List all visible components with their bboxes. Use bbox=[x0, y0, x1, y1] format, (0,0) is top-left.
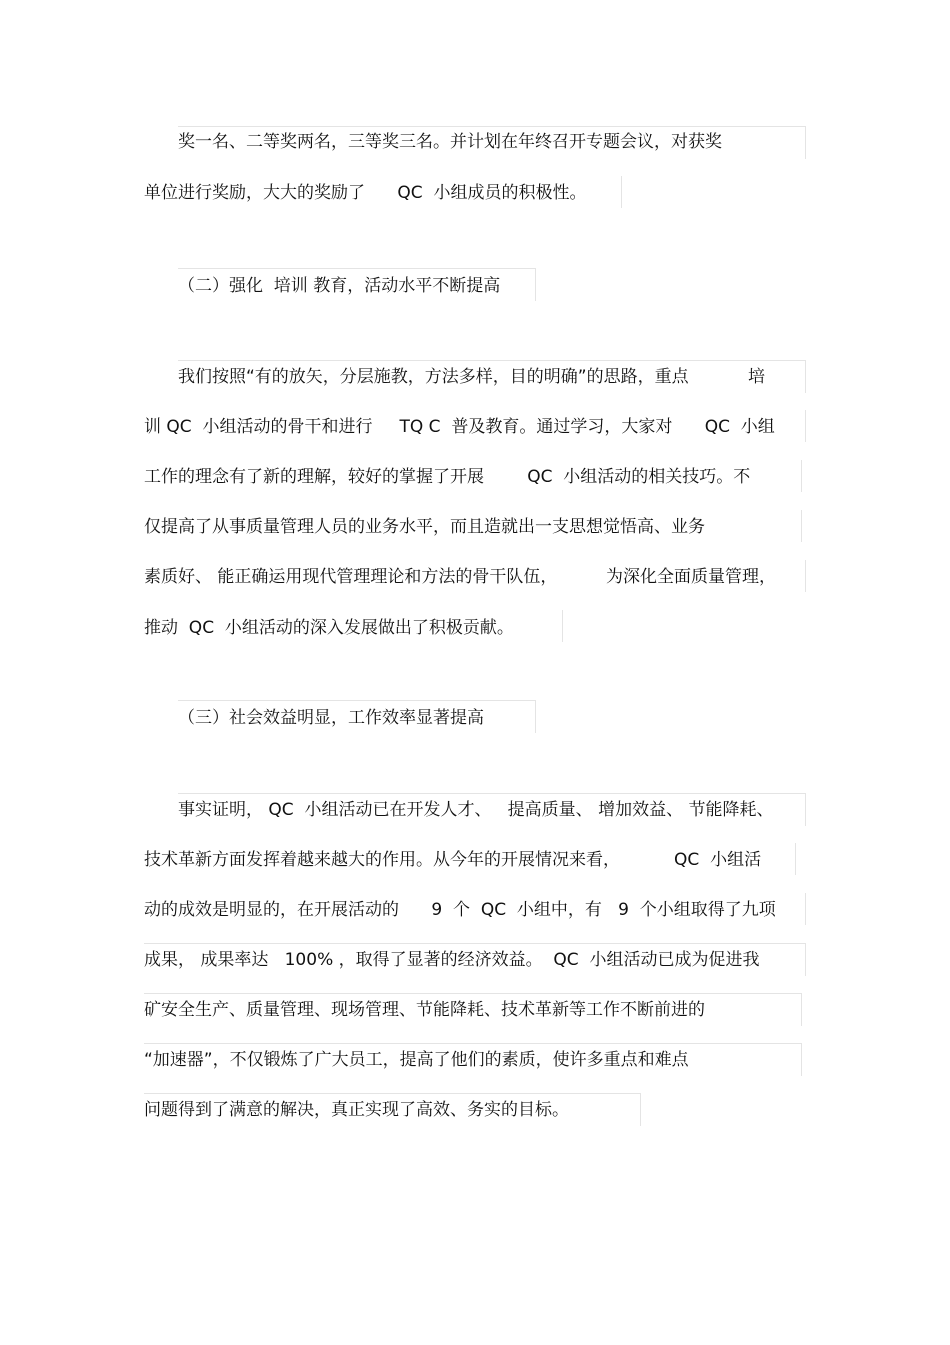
paragraph-line: 矿安全生产、质量管理、现场管理、节能降耗、技术革新等工作不断前进的 bbox=[144, 1000, 705, 1020]
paragraph-line: 推动 QC 小组活动的深入发展做出了积极贡献。 bbox=[144, 618, 514, 638]
paragraph-line: 单位进行奖励，大大的奖励了 QC 小组成员的积极性。 bbox=[144, 183, 587, 203]
section-heading: （二）强化 培训 教育，活动水平不断提高 bbox=[178, 276, 501, 296]
paragraph-line: 动的成效是明显的，在开展活动的 9 个 QC 小组中，有 9 个小组取得了九项 bbox=[144, 900, 776, 920]
paragraph-line: 我们按照“有的放矢，分层施教，方法多样，目的明确”的思路，重点 培 bbox=[178, 367, 766, 387]
paragraph-line: 事实证明， QC 小组活动已在开发人才、 提高质量、 增加效益、 节能降耗、 bbox=[178, 800, 774, 820]
paragraph-line: 奖一名、二等奖两名，三等奖三名。并计划在年终召开专题会议，对获奖 bbox=[178, 132, 722, 152]
paragraph-line: 训 QC 小组活动的骨干和进行 TQ C 普及教育。通过学习，大家对 QC 小组 bbox=[144, 417, 775, 437]
paragraph-line: 技术革新方面发挥着越来越大的作用。从今年的开展情况来看， QC 小组活 bbox=[144, 850, 762, 870]
paragraph-line: 工作的理念有了新的理解，较好的掌握了开展 QC 小组活动的相关技巧。不 bbox=[144, 467, 751, 487]
paragraph-line: “加速器”，不仅锻炼了广大员工，提高了他们的素质，使许多重点和难点 bbox=[144, 1050, 689, 1070]
paragraph-line: 仅提高了从事质量管理人员的业务水平，而且造就出一支思想觉悟高、业务 bbox=[144, 517, 705, 537]
paragraph-line: 成果， 成果率达 100% ，取得了显著的经济效益。 QC 小组活动已成为促进我 bbox=[144, 950, 760, 970]
section-heading: （三）社会效益明显，工作效率显著提高 bbox=[178, 708, 484, 728]
paragraph-line: 素质好、 能正确运用现代管理理论和方法的骨干队伍， 为深化全面质量管理， bbox=[144, 567, 777, 587]
paragraph-line: 问题得到了满意的解决，真正实现了高效、务实的目标。 bbox=[144, 1100, 569, 1120]
